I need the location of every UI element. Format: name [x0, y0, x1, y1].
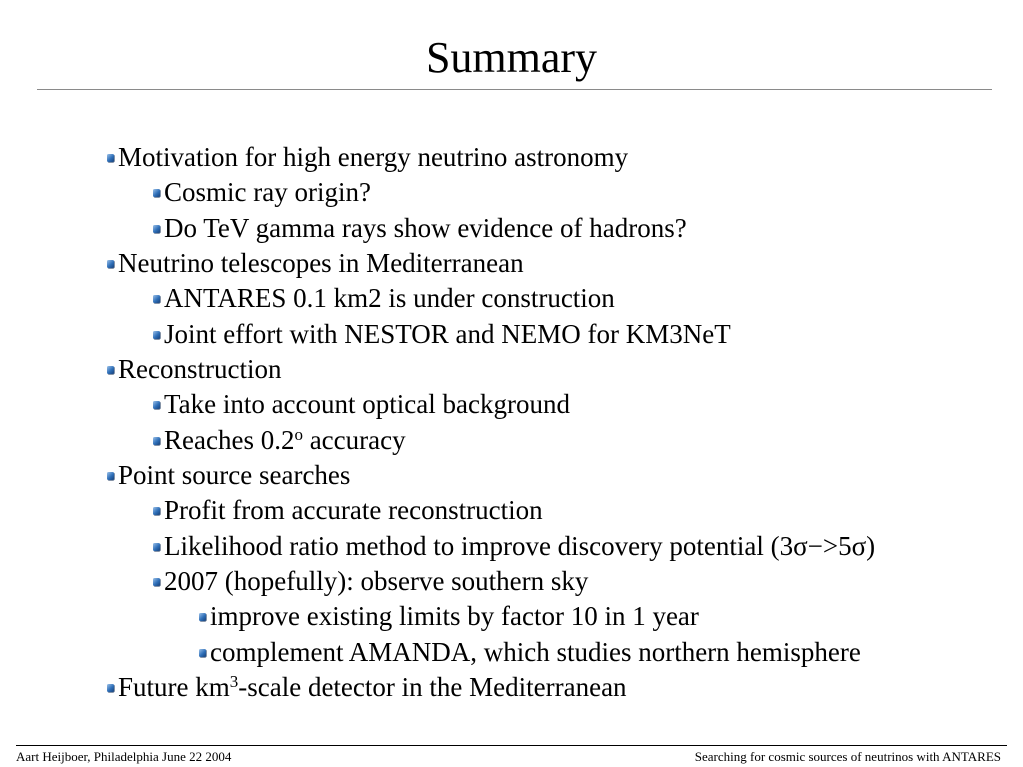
bullet-text-main: ANTARES 0.1 km2 is under construction	[164, 283, 615, 314]
slide-title: Summary	[425, 33, 598, 82]
bullet-item-level-0	[0, 670, 1023, 705]
bullet-text	[164, 211, 687, 246]
summary-bullet-list	[0, 140, 1023, 705]
bullet-text-main: Cosmic ray origin?	[164, 177, 371, 208]
bullet-text	[118, 140, 628, 175]
bullet-square-icon	[153, 401, 160, 409]
footer-divider	[16, 745, 1007, 746]
bullet-square-icon	[153, 578, 160, 586]
bullet-square-icon	[107, 260, 114, 268]
bullet-text-main: Take into account optical background	[164, 389, 570, 420]
bullet-superscript: 3	[229, 671, 239, 691]
bullet-square-icon	[153, 437, 160, 445]
bullet-text	[164, 281, 615, 316]
bullet-square-icon	[153, 507, 160, 515]
bullet-item-level-1	[0, 423, 1023, 458]
bullet-item-level-0	[0, 246, 1023, 281]
bullet-text-main: Reaches 0.2	[164, 424, 295, 455]
bullet-item-level-0	[0, 140, 1023, 175]
bullet-item-level-1	[0, 211, 1023, 246]
bullet-text-main: Reconstruction	[118, 353, 282, 384]
bullet-square-icon	[153, 189, 160, 197]
bullet-text	[164, 387, 570, 422]
bullet-text-main: Point source searches	[118, 459, 351, 490]
footer-author-date: Aart Heijboer, Philadelphia June 22 2004	[16, 749, 232, 764]
bullet-text-main: Profit from accurate reconstruction	[164, 495, 543, 526]
bullet-square-icon	[199, 613, 206, 621]
bullet-square-icon	[107, 366, 114, 374]
bullet-square-icon	[107, 472, 114, 480]
bullet-text-main: complement AMANDA, which studies northern hemisphere	[210, 636, 861, 667]
bullet-item-level-1	[0, 387, 1023, 422]
bullet-text-main: Neutrino telescopes in Mediterranean	[118, 247, 524, 278]
bullet-text	[164, 529, 875, 564]
bullet-square-icon	[153, 331, 160, 339]
bullet-text	[118, 352, 281, 387]
bullet-text	[118, 458, 350, 493]
bullet-text-main: Joint effort with NESTOR and NEMO for KM3NeT	[164, 318, 731, 349]
bullet-item-level-2	[0, 635, 1023, 670]
bullet-square-icon	[107, 684, 114, 692]
bullet-item-level-2	[0, 599, 1023, 634]
bullet-text	[164, 317, 731, 352]
bullet-item-level-1	[0, 175, 1023, 210]
bullet-item-level-1	[0, 317, 1023, 352]
bullet-text	[164, 423, 406, 458]
bullet-text-main: Do TeV gamma rays show evidence of hadrons?	[164, 212, 687, 243]
bullet-item-level-1	[0, 529, 1023, 564]
bullet-item-level-1	[0, 493, 1023, 528]
bullet-square-icon	[107, 154, 114, 162]
bullet-text	[164, 564, 588, 599]
bullet-text	[210, 635, 861, 670]
bullet-item-level-1	[0, 564, 1023, 599]
bullet-superscript: o	[294, 424, 303, 444]
bullet-text-main: Future km	[118, 671, 230, 702]
bullet-text-main: 2007 (hopefully): observe southern sky	[164, 565, 589, 596]
bullet-item-level-0	[0, 458, 1023, 493]
bullet-text	[118, 246, 524, 281]
footer-talk-title: Searching for cosmic sources of neutrinos with ANTARES	[694, 749, 1001, 764]
title-divider	[37, 89, 992, 90]
bullet-item-level-0	[0, 352, 1023, 387]
bullet-square-icon	[199, 649, 206, 657]
bullet-square-icon	[153, 543, 160, 551]
bullet-text-main: Motivation for high energy neutrino astronomy	[118, 142, 629, 172]
bullet-text-main: Likelihood ratio method to improve discovery potential (3σ−>5σ)	[164, 530, 876, 561]
bullet-square-icon	[153, 225, 160, 233]
bullet-text-suffix: -scale detector in the Mediterranean	[238, 671, 627, 702]
bullet-text	[210, 599, 699, 634]
bullet-text-main: improve existing limits by factor 10 in 1 year	[210, 601, 699, 632]
bullet-square-icon	[153, 295, 160, 303]
bullet-text-suffix: accuracy	[302, 424, 406, 455]
bullet-item-level-1	[0, 281, 1023, 316]
bullet-text	[118, 670, 627, 705]
bullet-text	[164, 175, 371, 210]
bullet-text	[164, 493, 543, 528]
